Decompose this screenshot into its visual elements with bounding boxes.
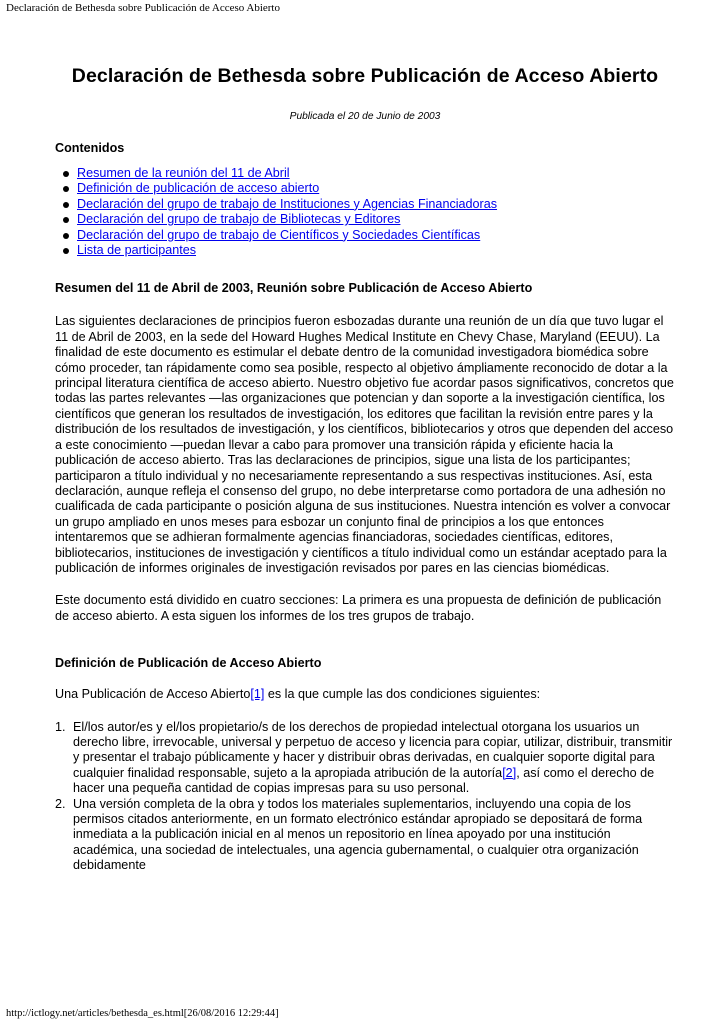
summary-paragraph-1: Las siguientes declaraciones de principios fueron esbozadas durante una reunión de un día que tuvo lugar el 11 de Abril de 2003, en la sede del Howard Hughes Medical Institute en Chevy Chase, Maryland (EEUU). La finalidad de este documento es estimular el debate dentro de la comunidad investigadora biomédica sobre cómo proceder, tan rápidamente como sea posible, respecto al objetivo ámpliamente reconocido de dotar a la principal literatura científica de acceso abierto. Nuestro objetivo fue acordar pasos significativos, concretos que todas las partes relevantes —las organizaciones que potencian y dan soporte a la investigación científica, los científicos que generan los resultados de investigación, los editores que facilitan la revisión entre pares y la distribución de los resultados de investigación, y los científicos, bibliotecarios y otros que dependen del acceso a este conocimiento —puedan llevar a cabo para promover una transición rápida y eficiente hacia la publicación de acceso abierto. Tras las declaraciones de principios, sigue una lista de los participantes; participaron a título individual y no necesariamente representando a sus respectivas instituciones. Así, esta declaración, aunque refleja el consenso del grupo, no debe interpretarse como portadora de una adhesión no cualificada de cada participante o posición alguna de sus instituciones. Nuestra intención es volver a convocar un grupo ampliado en unos meses para esbozar un conjunto final de principios a los que entonces intentaremos que se adhieran formalmente agencias financiadoras, sociedades científicas, editores, bibliotecarios, instituciones de investigación y científicos a título individual como un estándar aceptado para la publicación de informes originales de investigación revisados por pares en las ciencias biomédicas.: [55, 314, 674, 575]
toc-link-definicion[interactable]: Definición de publicación de acceso abierto: [77, 181, 320, 196]
condition-text-end: , así como el derecho de hacer una pequeña cantidad de copias impresas para su uso personal.: [73, 765, 655, 796]
toc-item: [77, 197, 675, 212]
condition-number: 1.: [55, 719, 66, 734]
toc-item: [77, 181, 675, 196]
condition-item-2: [55, 796, 675, 874]
definition-intro-text: Una Publicación de Acceso Abierto: [55, 687, 251, 702]
bullet-icon: [63, 202, 69, 208]
toc-link-participantes[interactable]: Lista de participantes: [77, 243, 197, 258]
bullet-icon: [63, 171, 69, 177]
toc-link-resumen[interactable]: Resumen de la reunión del 11 de Abril: [77, 166, 290, 180]
condition-text: Una versión completa de la obra y todos los materiales suplementarios, incluyendo una copia de los permisos citados anteriormente, en un formato electrónico estándar apropiado se depositará de forma inmediata a la publicación inicial en al menos un repositorio en línea apoyado por una institución académica, una sociedad de intelectuales, una agencia gubernamental, o cualquier otra organización debidamente: [73, 796, 643, 873]
condition-number: 2.: [55, 796, 66, 811]
conditions-list: [55, 720, 675, 874]
footnote-link-2[interactable]: [2]: [502, 765, 517, 780]
document-title: Declaración de Bethesda sobre Publicación de Acceso Abierto: [71, 65, 659, 87]
definition-intro: [55, 687, 675, 702]
toc-item: [77, 166, 675, 181]
section-heading-resumen: Resumen del 11 de Abril de 2003, Reunión sobre Publicación de Acceso Abierto: [55, 281, 533, 296]
bullet-icon: [63, 248, 69, 254]
toc-link-instituciones[interactable]: Declaración del grupo de trabajo de Instituciones y Agencias Financiadoras: [77, 196, 498, 211]
toc-link-cientificos[interactable]: Declaración del grupo de trabajo de Científicos y Sociedades Científicas: [77, 227, 481, 242]
publication-date: Publicada el 20 de Junio de 2003: [289, 111, 441, 122]
print-header: Declaración de Bethesda sobre Publicación de Acceso Abierto: [6, 2, 280, 14]
toc-link-bibliotecas[interactable]: Declaración del grupo de trabajo de Bibliotecas y Editores: [77, 212, 401, 227]
toc-item: [77, 228, 675, 243]
footnote-link-1[interactable]: [1]: [250, 687, 265, 702]
bullet-icon: [63, 233, 69, 239]
condition-text: El/los autor/es y el/los propietario/s de los derechos de propiedad intelectual otorgana los usuarios un derecho libre, irrevocable, universal y perpetuo de acceso y licencia para copiar, utilizar, distribuir, transmitir y presentar el trabajo públicamente y hacer y distribuir obras derivadas, en cualquier soporte digital para cualquier finalidad responsable, sujeto a la apropiada atribución de la autoría: [73, 719, 673, 780]
toc-item: [77, 243, 675, 258]
toc-item: [77, 212, 675, 227]
bullet-icon: [63, 186, 69, 192]
summary-paragraph-2: Este documento está dividido en cuatro secciones: La primera es una propuesta de definición de publicación de acceso abierto. A esta siguen los informes de los tres grupos de trabajo.: [55, 593, 662, 623]
section-heading-definicion: Definición de Publicación de Acceso Abierto: [55, 656, 322, 671]
document-page: [55, 64, 675, 874]
print-footer-url: http://ictlogy.net/articles/bethesda_es.html[26/08/2016 12:29:44]: [6, 1008, 279, 1019]
condition-item-1: [55, 719, 675, 797]
bullet-icon: [63, 217, 69, 223]
table-of-contents: [55, 166, 675, 258]
definition-intro-text-end: es la que cumple las dos condiciones siguientes:: [264, 687, 541, 702]
contents-heading: Contenidos: [55, 141, 125, 155]
